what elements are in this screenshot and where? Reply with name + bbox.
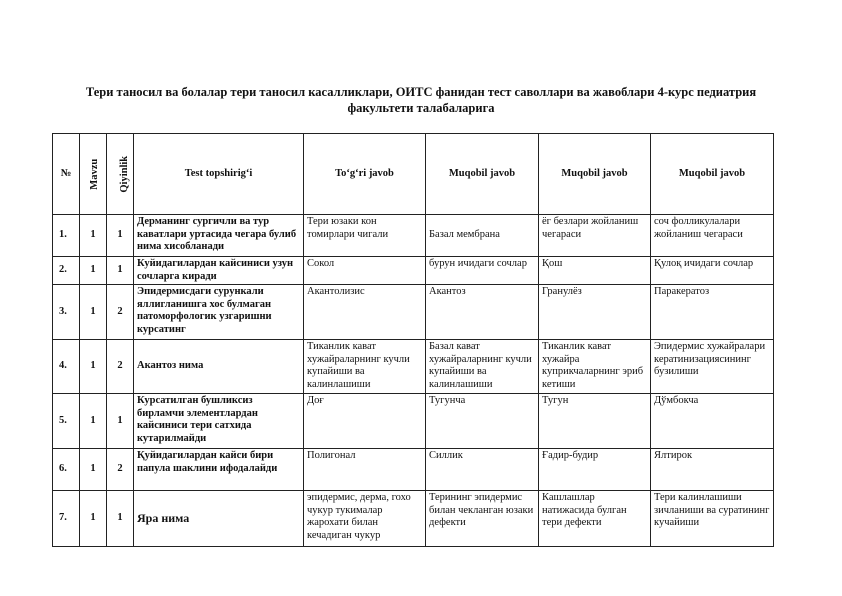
header-test-task: Test topshirig‘i <box>134 134 304 215</box>
row-number: 5. <box>53 394 80 449</box>
row-alt-answer: Базал кават хужайраларнинг кучли купайиши ва калинлашиши <box>426 340 539 394</box>
row-correct-answer: эпидермис, дерма, гохо чукур тукималар жарохати билан кечадиган чукур <box>304 491 426 547</box>
row-correct-answer: Тери юзаки кон томирлари чигали <box>304 215 426 257</box>
row-mavzu: 1 <box>80 285 107 340</box>
row-correct-answer: Тиканлик кават хужайраларнинг кучли купайиши ва калинлашиши <box>304 340 426 394</box>
row-alt-answer: Тиканлик кават хужайра куприкчаларнинг эриб кетиши <box>539 340 651 394</box>
row-question: Куйидагилардан кайсиниси узун сочларга киради <box>134 257 304 285</box>
row-alt-answer: ёг безлари жойланиш чегараси <box>539 215 651 257</box>
row-mavzu: 1 <box>80 394 107 449</box>
header-correct-answer: To‘g‘ri javob <box>304 134 426 215</box>
row-alt-answer: Базал мембрана <box>426 215 539 257</box>
row-qiyinlik: 2 <box>107 449 134 491</box>
table-row <box>53 257 774 285</box>
row-question: Курсатилган бушликсиз бирламчи элементлардан кайсиниси тери сатхида кутарилмайди <box>134 394 304 449</box>
row-alt-answer: Тугунча <box>426 394 539 449</box>
table-row <box>53 394 774 449</box>
row-question: Эпидермисдаги сурункали яллигланишга хос булмаган патоморфологик узгаришни курсатинг <box>134 285 304 340</box>
row-correct-answer: Доғ <box>304 394 426 449</box>
row-alt-answer: Қулоқ ичидаги сочлар <box>651 257 774 285</box>
row-alt-answer: Тери калинлашиши зичланиши ва суратининг кучайиши <box>651 491 774 547</box>
table-row <box>53 285 774 340</box>
row-qiyinlik: 1 <box>107 394 134 449</box>
header-alt-answer-2: Muqobil javob <box>539 134 651 215</box>
row-alt-answer: Кашлашлар натижасида булган тери дефекти <box>539 491 651 547</box>
row-correct-answer: Сокол <box>304 257 426 285</box>
row-qiyinlik: 2 <box>107 340 134 394</box>
row-mavzu: 1 <box>80 491 107 547</box>
table-row <box>53 215 774 257</box>
row-mavzu: 1 <box>80 215 107 257</box>
row-question: Қуйидагилардан кайси бири папула шаклини ифодалайди <box>134 449 304 491</box>
header-qiyinlik: Qiyinlik <box>107 134 134 215</box>
row-mavzu: 1 <box>80 257 107 285</box>
row-alt-answer: Паракератоз <box>651 285 774 340</box>
row-alt-answer: Қош <box>539 257 651 285</box>
row-mavzu: 1 <box>80 449 107 491</box>
row-alt-answer: Терининг эпидермис билан чекланган юзаки дефекти <box>426 491 539 547</box>
row-question: Дерманинг сургичли ва тур каватлари уртасида чегара булиб нима хисобланади <box>134 215 304 257</box>
row-correct-answer: Полигонал <box>304 449 426 491</box>
row-alt-answer: Гранулёз <box>539 285 651 340</box>
row-mavzu: 1 <box>80 340 107 394</box>
row-number: 4. <box>53 340 80 394</box>
row-qiyinlik: 1 <box>107 257 134 285</box>
row-alt-answer: Эпидермис хужайралари кератинизациясининг бузилиши <box>651 340 774 394</box>
row-alt-answer: Ялтирок <box>651 449 774 491</box>
header-alt-answer-1: Muqobil javob <box>426 134 539 215</box>
row-qiyinlik: 1 <box>107 491 134 547</box>
header-mavzu: Mavzu <box>80 134 107 215</box>
table-header-row <box>53 134 774 215</box>
row-number: 2. <box>53 257 80 285</box>
row-alt-answer: Дўмбокча <box>651 394 774 449</box>
row-question: Акантоз нима <box>134 340 304 394</box>
row-alt-answer: Силлик <box>426 449 539 491</box>
row-alt-answer: Тугун <box>539 394 651 449</box>
row-qiyinlik: 1 <box>107 215 134 257</box>
header-number: № <box>53 134 80 215</box>
row-number: 3. <box>53 285 80 340</box>
table-row <box>53 491 774 547</box>
table-row <box>53 449 774 491</box>
row-number: 6. <box>53 449 80 491</box>
row-question: Яра нима <box>134 491 304 547</box>
row-alt-answer: соч фолликулалари жойланиш чегараси <box>651 215 774 257</box>
row-number: 7. <box>53 491 80 547</box>
row-number: 1. <box>53 215 80 257</box>
row-alt-answer: бурун ичидаги сочлар <box>426 257 539 285</box>
row-correct-answer: Акантолизис <box>304 285 426 340</box>
row-alt-answer: Ғадир-будир <box>539 449 651 491</box>
test-table <box>52 133 774 547</box>
document-title: Тери таносил ва болалар тери таносил касалликлари, ОИТС фанидан тест саволлари ва жавоблари 4-курс педиатрия факультети талабаларига <box>85 85 757 115</box>
row-alt-answer: Акантоз <box>426 285 539 340</box>
table-row <box>53 340 774 394</box>
row-qiyinlik: 2 <box>107 285 134 340</box>
header-alt-answer-3: Muqobil javob <box>651 134 774 215</box>
